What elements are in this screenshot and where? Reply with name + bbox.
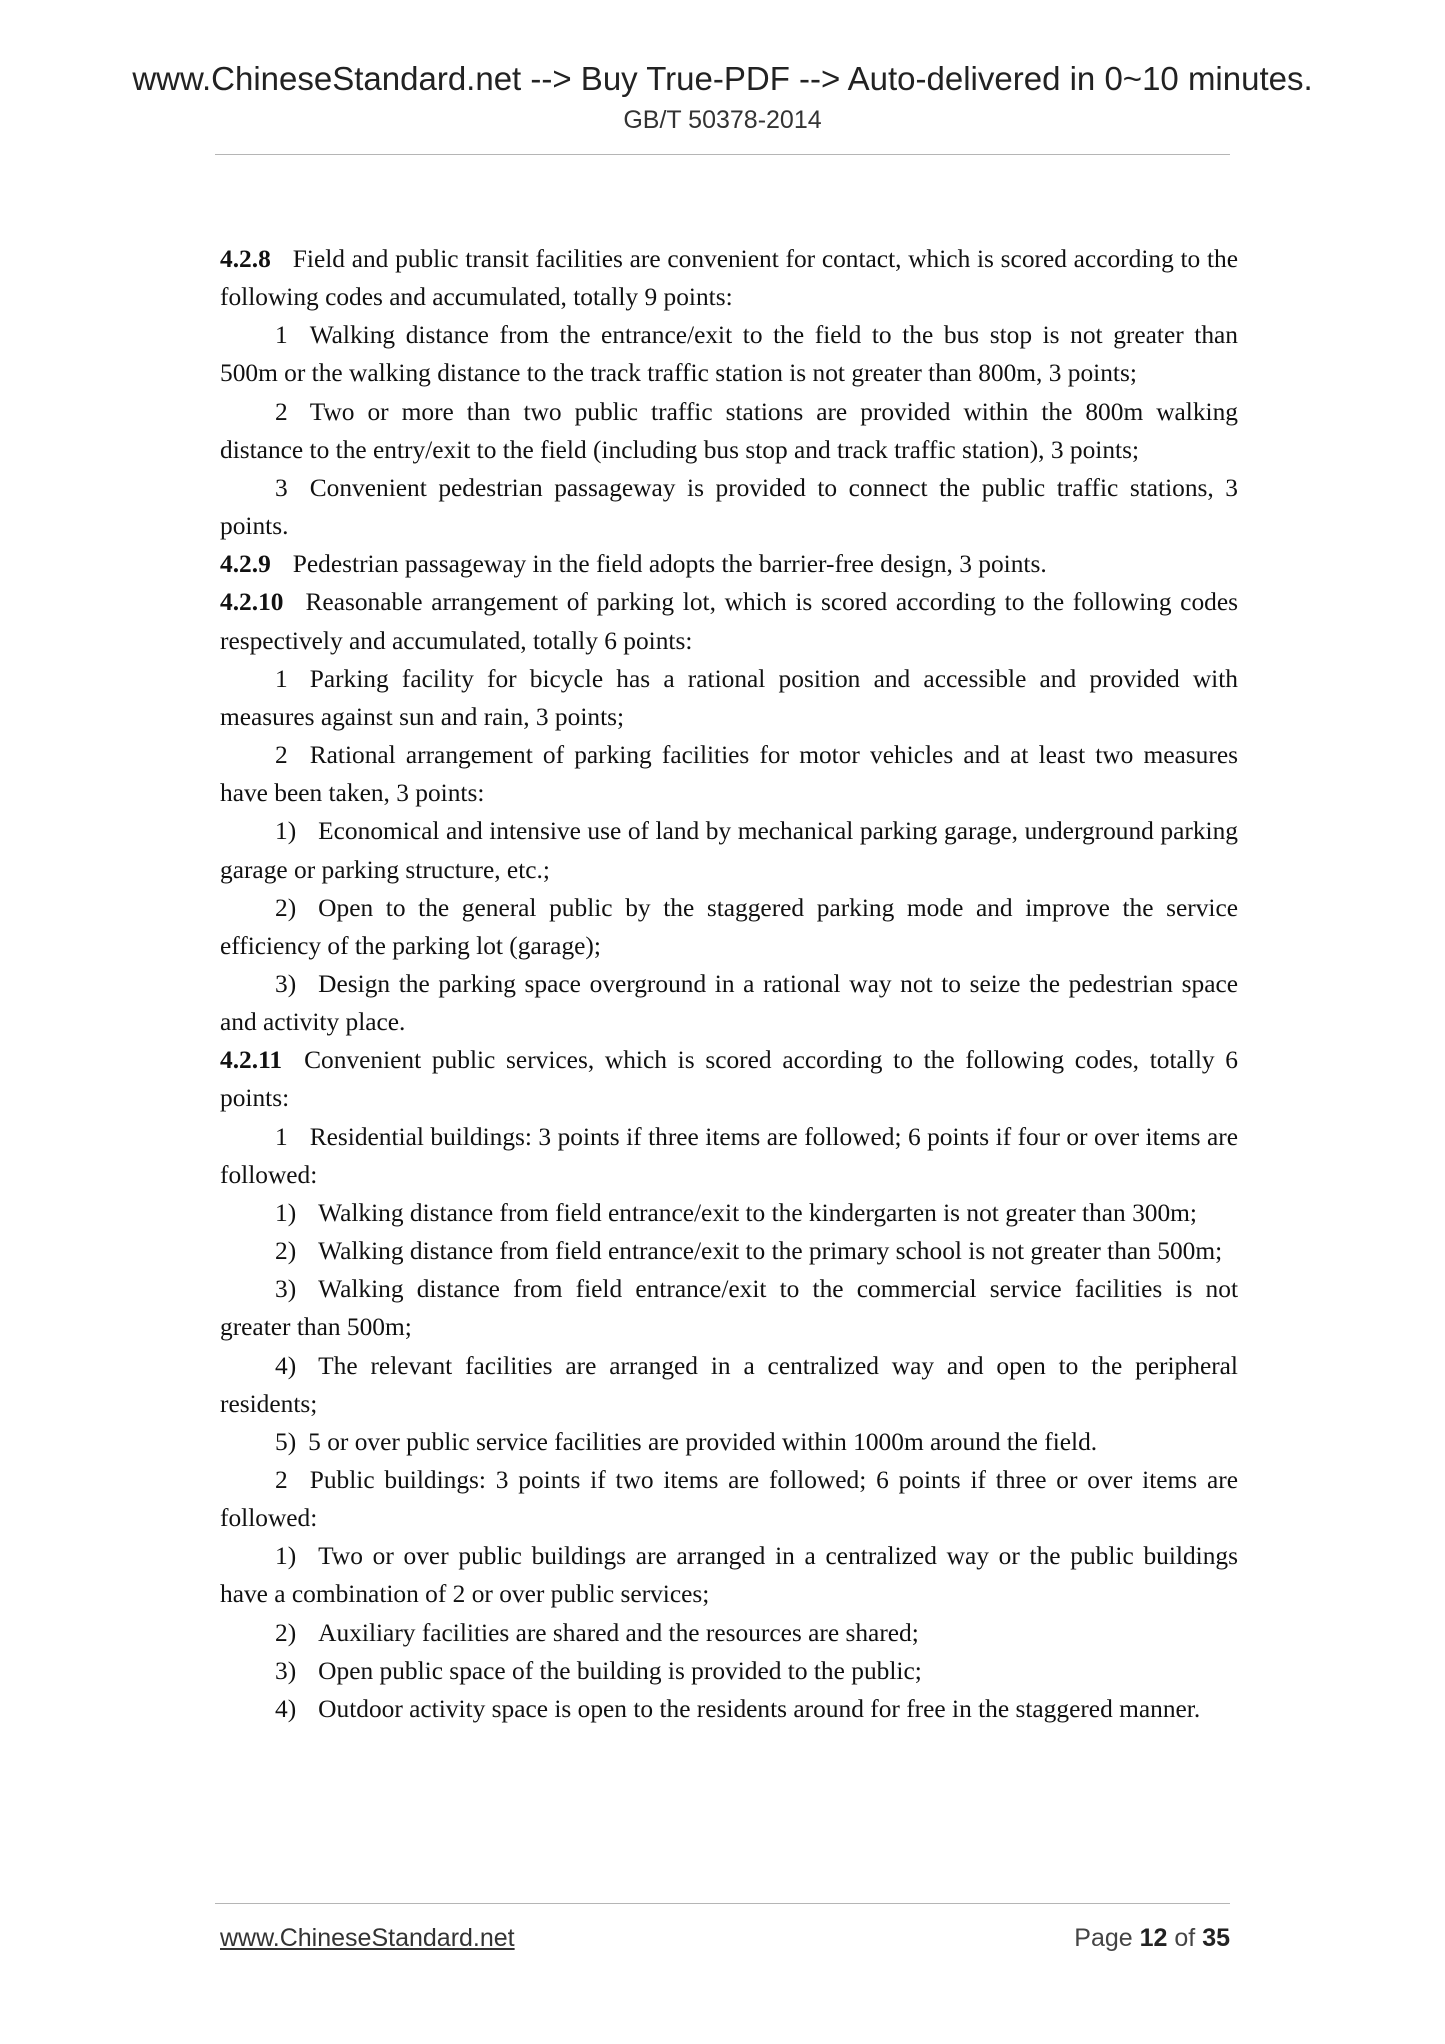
footer-divider — [215, 1903, 1230, 1904]
sub-item-text: Auxiliary facilities are shared and the resources are shared; — [318, 1618, 919, 1647]
item-number: 1 — [275, 664, 288, 693]
item-number: 2 — [275, 741, 288, 770]
item-number: 1 — [275, 321, 288, 350]
header-banner[interactable]: www.ChineseStandard.net --> Buy True-PDF --> Auto-delivered in 0~10 minutes. — [132, 60, 1313, 97]
sub-item-text: Two or over public buildings are arranged in a centralized way or the public buildings have a combination of 2 or over public services; — [220, 1542, 1238, 1609]
clause-4-2-8 — [220, 240, 1238, 316]
page-label: Page — [1074, 1924, 1133, 1952]
item-text: Public buildings: 3 points if two items are followed; 6 points if three or over items are followed: — [220, 1466, 1238, 1533]
sub-item-number: 2) — [275, 1618, 297, 1647]
sub-item — [220, 1423, 1238, 1461]
sub-item-number: 3) — [275, 969, 297, 998]
item-number: 2 — [275, 397, 288, 426]
clause-number: 4.2.10 — [220, 588, 284, 617]
sub-item — [220, 1614, 1238, 1652]
list-item — [220, 316, 1238, 392]
page-total: 35 — [1202, 1924, 1230, 1952]
document-body — [220, 240, 1238, 1728]
clause-number: 4.2.9 — [220, 550, 271, 579]
list-item — [220, 393, 1238, 469]
sub-item-text: Walking distance from field entrance/exit to the kindergarten is not greater than 300m; — [318, 1198, 1197, 1227]
sub-item — [220, 1347, 1238, 1423]
list-item — [220, 736, 1238, 812]
page-current: 12 — [1139, 1924, 1168, 1952]
sub-item — [220, 1537, 1238, 1613]
sub-item — [220, 812, 1238, 888]
page-of: of — [1174, 1924, 1196, 1952]
item-number: 1 — [275, 1122, 288, 1151]
list-item — [220, 1461, 1238, 1537]
clause-text: Field and public transit facilities are convenient for contact, which is scored according to the following codes and accumulated, totally 9 points: — [220, 245, 1238, 312]
sub-item-number: 2) — [275, 893, 297, 922]
header-divider — [215, 154, 1230, 155]
sub-item-number: 3) — [275, 1656, 297, 1685]
sub-item-number: 4) — [275, 1694, 297, 1723]
sub-item-text: Design the parking space overground in a rational way not to seize the pedestrian space and activity place. — [220, 969, 1238, 1037]
sub-item — [220, 1232, 1238, 1270]
clause-4-2-10 — [220, 583, 1238, 659]
sub-item-text: Economical and intensive use of land by mechanical parking garage, underground parking garage or parking structure, etc.; — [220, 817, 1238, 884]
list-item — [220, 1118, 1238, 1194]
sub-item — [220, 965, 1238, 1041]
clause-number: 4.2.11 — [220, 1046, 283, 1075]
sub-item-text: Outdoor activity space is open to the residents around for free in the staggered manner. — [318, 1694, 1201, 1723]
sub-item-number: 4) — [275, 1351, 297, 1380]
clause-text: Convenient public services, which is scored according to the following codes, totally 6 points: — [220, 1046, 1238, 1113]
item-text: Convenient pedestrian passageway is provided to connect the public traffic stations, 3 points. — [220, 473, 1238, 541]
footer-site-link[interactable]: www.ChineseStandard.net — [220, 1924, 515, 1952]
sub-item — [220, 889, 1238, 965]
sub-item-text: Open to the general public by the staggered parking mode and improve the service efficiency of the parking lot (garage); — [220, 893, 1238, 960]
sub-item-text: 5 or over public service facilities are provided within 1000m around the field. — [308, 1427, 1098, 1456]
clause-text: Pedestrian passageway in the field adopts the barrier-free design, 3 points. — [292, 550, 1047, 579]
sub-item-number: 3) — [275, 1275, 297, 1304]
item-number: 3 — [275, 473, 288, 502]
sub-item-text: Walking distance from field entrance/exit to the primary school is not greater than 500m; — [318, 1237, 1223, 1266]
list-item — [220, 469, 1238, 545]
sub-item — [220, 1652, 1238, 1690]
sub-item-text: Walking distance from field entrance/exit to the commercial service facilities is not greater than 500m; — [220, 1275, 1238, 1342]
clause-4-2-9 — [220, 545, 1238, 583]
item-text: Rational arrangement of parking facilities for motor vehicles and at least two measures have been taken, 3 points: — [220, 741, 1238, 808]
item-text: Two or more than two public traffic stations are provided within the 800m walking distance to the entry/exit to the field (including bus stop and track traffic station), 3 points; — [220, 397, 1238, 464]
header-standard-number: GB/T 50378-2014 — [623, 106, 822, 134]
list-item — [220, 660, 1238, 736]
clause-text: Reasonable arrangement of parking lot, which is scored according to the following codes respectively and accumulated, totally 6 points: — [220, 588, 1238, 655]
sub-item — [220, 1690, 1238, 1728]
sub-item — [220, 1270, 1238, 1346]
sub-item-text: The relevant facilities are arranged in a centralized way and open to the peripheral residents; — [220, 1351, 1238, 1418]
item-text: Residential buildings: 3 points if three items are followed; 6 points if four or over items are followed: — [220, 1122, 1238, 1189]
sub-item-number: 1) — [275, 1542, 297, 1571]
sub-item-number: 1) — [275, 817, 297, 846]
page-number — [1074, 1924, 1230, 1953]
sub-item-number: 2) — [275, 1237, 297, 1266]
sub-item-number: 5) — [275, 1427, 297, 1456]
item-text: Parking facility for bicycle has a rational position and accessible and provided with measures against sun and rain, 3 points; — [220, 664, 1238, 731]
clause-number: 4.2.8 — [220, 245, 271, 273]
sub-item — [220, 1194, 1238, 1232]
sub-item-text: Open public space of the building is provided to the public; — [318, 1656, 922, 1685]
item-number: 2 — [275, 1466, 288, 1494]
clause-4-2-11 — [220, 1041, 1238, 1117]
item-text: Walking distance from the entrance/exit to the field to the bus stop is not greater than 500m or the walking distance to the track traffic station is not greater than 800m, 3 points; — [220, 321, 1238, 388]
sub-item-number: 1) — [275, 1198, 297, 1227]
